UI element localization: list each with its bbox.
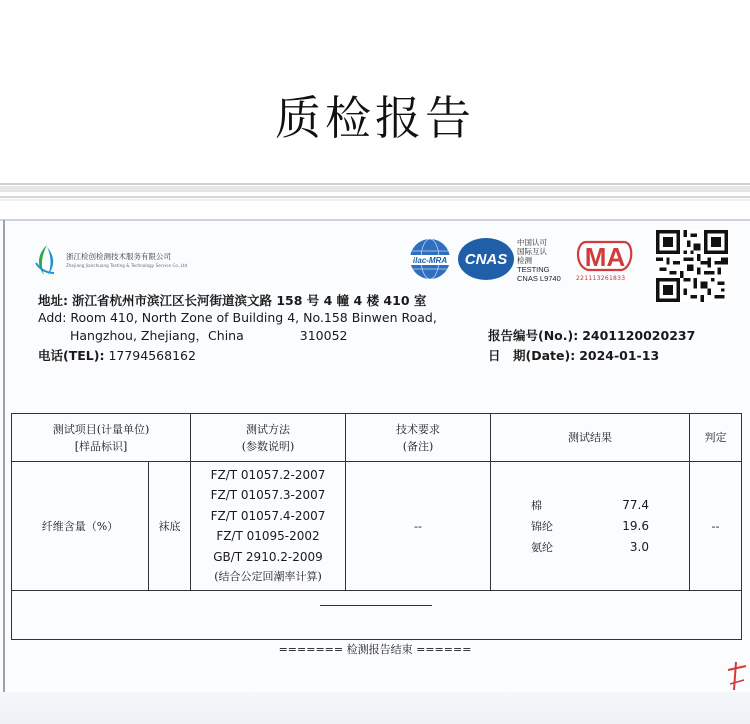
- report-date-value: 2024-01-13: [579, 348, 660, 363]
- result-line: [491, 537, 689, 558]
- header-verdict: 判定: [690, 414, 742, 462]
- address-city: Hangzhou, Zhejiang，China: [70, 328, 244, 343]
- test-item-cell: 纤维含量（%）: [12, 462, 149, 591]
- fiber-value: 3.0: [629, 539, 649, 554]
- address-en-line1: Room 410, North Zone of Building 4, No.158 Binwen Road,: [70, 310, 437, 325]
- cnas-logo-icon: [458, 238, 514, 280]
- header-test-item: [12, 414, 191, 462]
- company-logo-icon: [30, 243, 64, 277]
- header-test-method: [191, 414, 346, 462]
- ma-number: 221113261833: [576, 275, 626, 282]
- page-title: 质检报告: [275, 91, 475, 145]
- stamp-fragment-icon: [724, 660, 750, 700]
- cma-logo-icon: [572, 236, 638, 280]
- header-text: (参数说明): [241, 439, 295, 453]
- header-text: (备注): [402, 439, 434, 453]
- ilac-mra-logo-icon: [407, 237, 453, 281]
- divider: [0, 196, 750, 198]
- cnas-text-line: 检测: [517, 256, 532, 265]
- address-cn-value: 浙江省杭州市滨江区长河街道滨文路 158 号 4 幢 4 楼 410 室: [71, 293, 427, 308]
- result-line: [491, 516, 689, 537]
- divider: [0, 186, 750, 192]
- address-en: [38, 310, 437, 325]
- method-standard: FZ/T 01095-2002: [216, 529, 320, 543]
- sheet-edge: [3, 220, 5, 692]
- table-row: [12, 462, 742, 591]
- cnas-text-line: TESTING: [517, 265, 550, 274]
- method-note: (结合公定回潮率计算): [214, 570, 322, 583]
- header-text: 技术要求: [396, 422, 440, 436]
- table-header-row: [12, 414, 742, 462]
- address-en-label: Add:: [38, 310, 67, 325]
- header-result: 测试结果: [491, 414, 690, 462]
- header-text: [样品标识]: [74, 439, 128, 453]
- tel-label: 电话(TEL):: [38, 348, 105, 363]
- fiber-name: 锦纶: [531, 519, 553, 533]
- address-cn: [38, 291, 426, 309]
- table-blank-row: [12, 591, 742, 640]
- fiber-value: 77.4: [622, 497, 649, 512]
- divider: [0, 199, 750, 201]
- result-cell: [491, 462, 690, 591]
- method-standard: FZ/T 01057.3-2007: [210, 488, 326, 502]
- report-number: [488, 326, 695, 344]
- method-standard: FZ/T 01057.4-2007: [210, 508, 326, 523]
- cnas-text-line: 国际互认: [517, 247, 547, 256]
- cnas-text-line: CNAS L9740: [517, 274, 561, 283]
- signature-line: [320, 605, 432, 606]
- cnas-text-line: 中国认可: [517, 238, 547, 247]
- address-cn-label: 地址:: [38, 293, 68, 308]
- cnas-label: CNAS: [464, 250, 508, 268]
- requirement-cell: --: [346, 462, 491, 591]
- company-name-cn: 浙江检创检测技术服务有限公司: [66, 252, 171, 261]
- method-standard: GB/T 2910.2-2009: [213, 549, 323, 564]
- company-name-en: Zhejiang Jianchuang Testing & Technology Service Co.,Ltd: [66, 263, 188, 268]
- qr-code-icon: [656, 230, 728, 302]
- report-date-label: 日 期(Date):: [488, 348, 576, 363]
- ma-label: MA: [584, 242, 626, 272]
- report-no-label: 报告编号(No.):: [488, 328, 579, 343]
- verdict-cell: --: [690, 462, 742, 591]
- address-en-line2: [70, 326, 347, 344]
- method-cell: [191, 462, 346, 591]
- result-line: [491, 495, 689, 516]
- method-standard: FZ/T 01057.2-2007: [210, 467, 326, 482]
- sample-cell: 袜底: [149, 462, 191, 591]
- sheet-bottom-shade: [0, 692, 750, 724]
- cnas-info: [517, 238, 561, 283]
- postcode: 310052: [299, 328, 348, 343]
- telephone: [38, 346, 196, 364]
- ilac-label: ilac-MRA: [412, 256, 448, 265]
- tel-value: 17794568162: [108, 348, 196, 363]
- header-text: 测试项目(计量单位): [52, 422, 150, 436]
- report-end-text: ======= 检测报告结束 ======: [278, 643, 472, 656]
- divider: [0, 183, 750, 185]
- fiber-value: 19.6: [622, 518, 649, 533]
- header-requirement: [346, 414, 491, 462]
- fiber-name: 棉: [531, 498, 542, 512]
- report-date: [488, 346, 659, 364]
- blank-cell: [12, 591, 742, 640]
- report-no-value: 2401120020237: [582, 328, 696, 343]
- header-text: 测试方法: [246, 422, 290, 436]
- fiber-name: 氨纶: [531, 540, 553, 554]
